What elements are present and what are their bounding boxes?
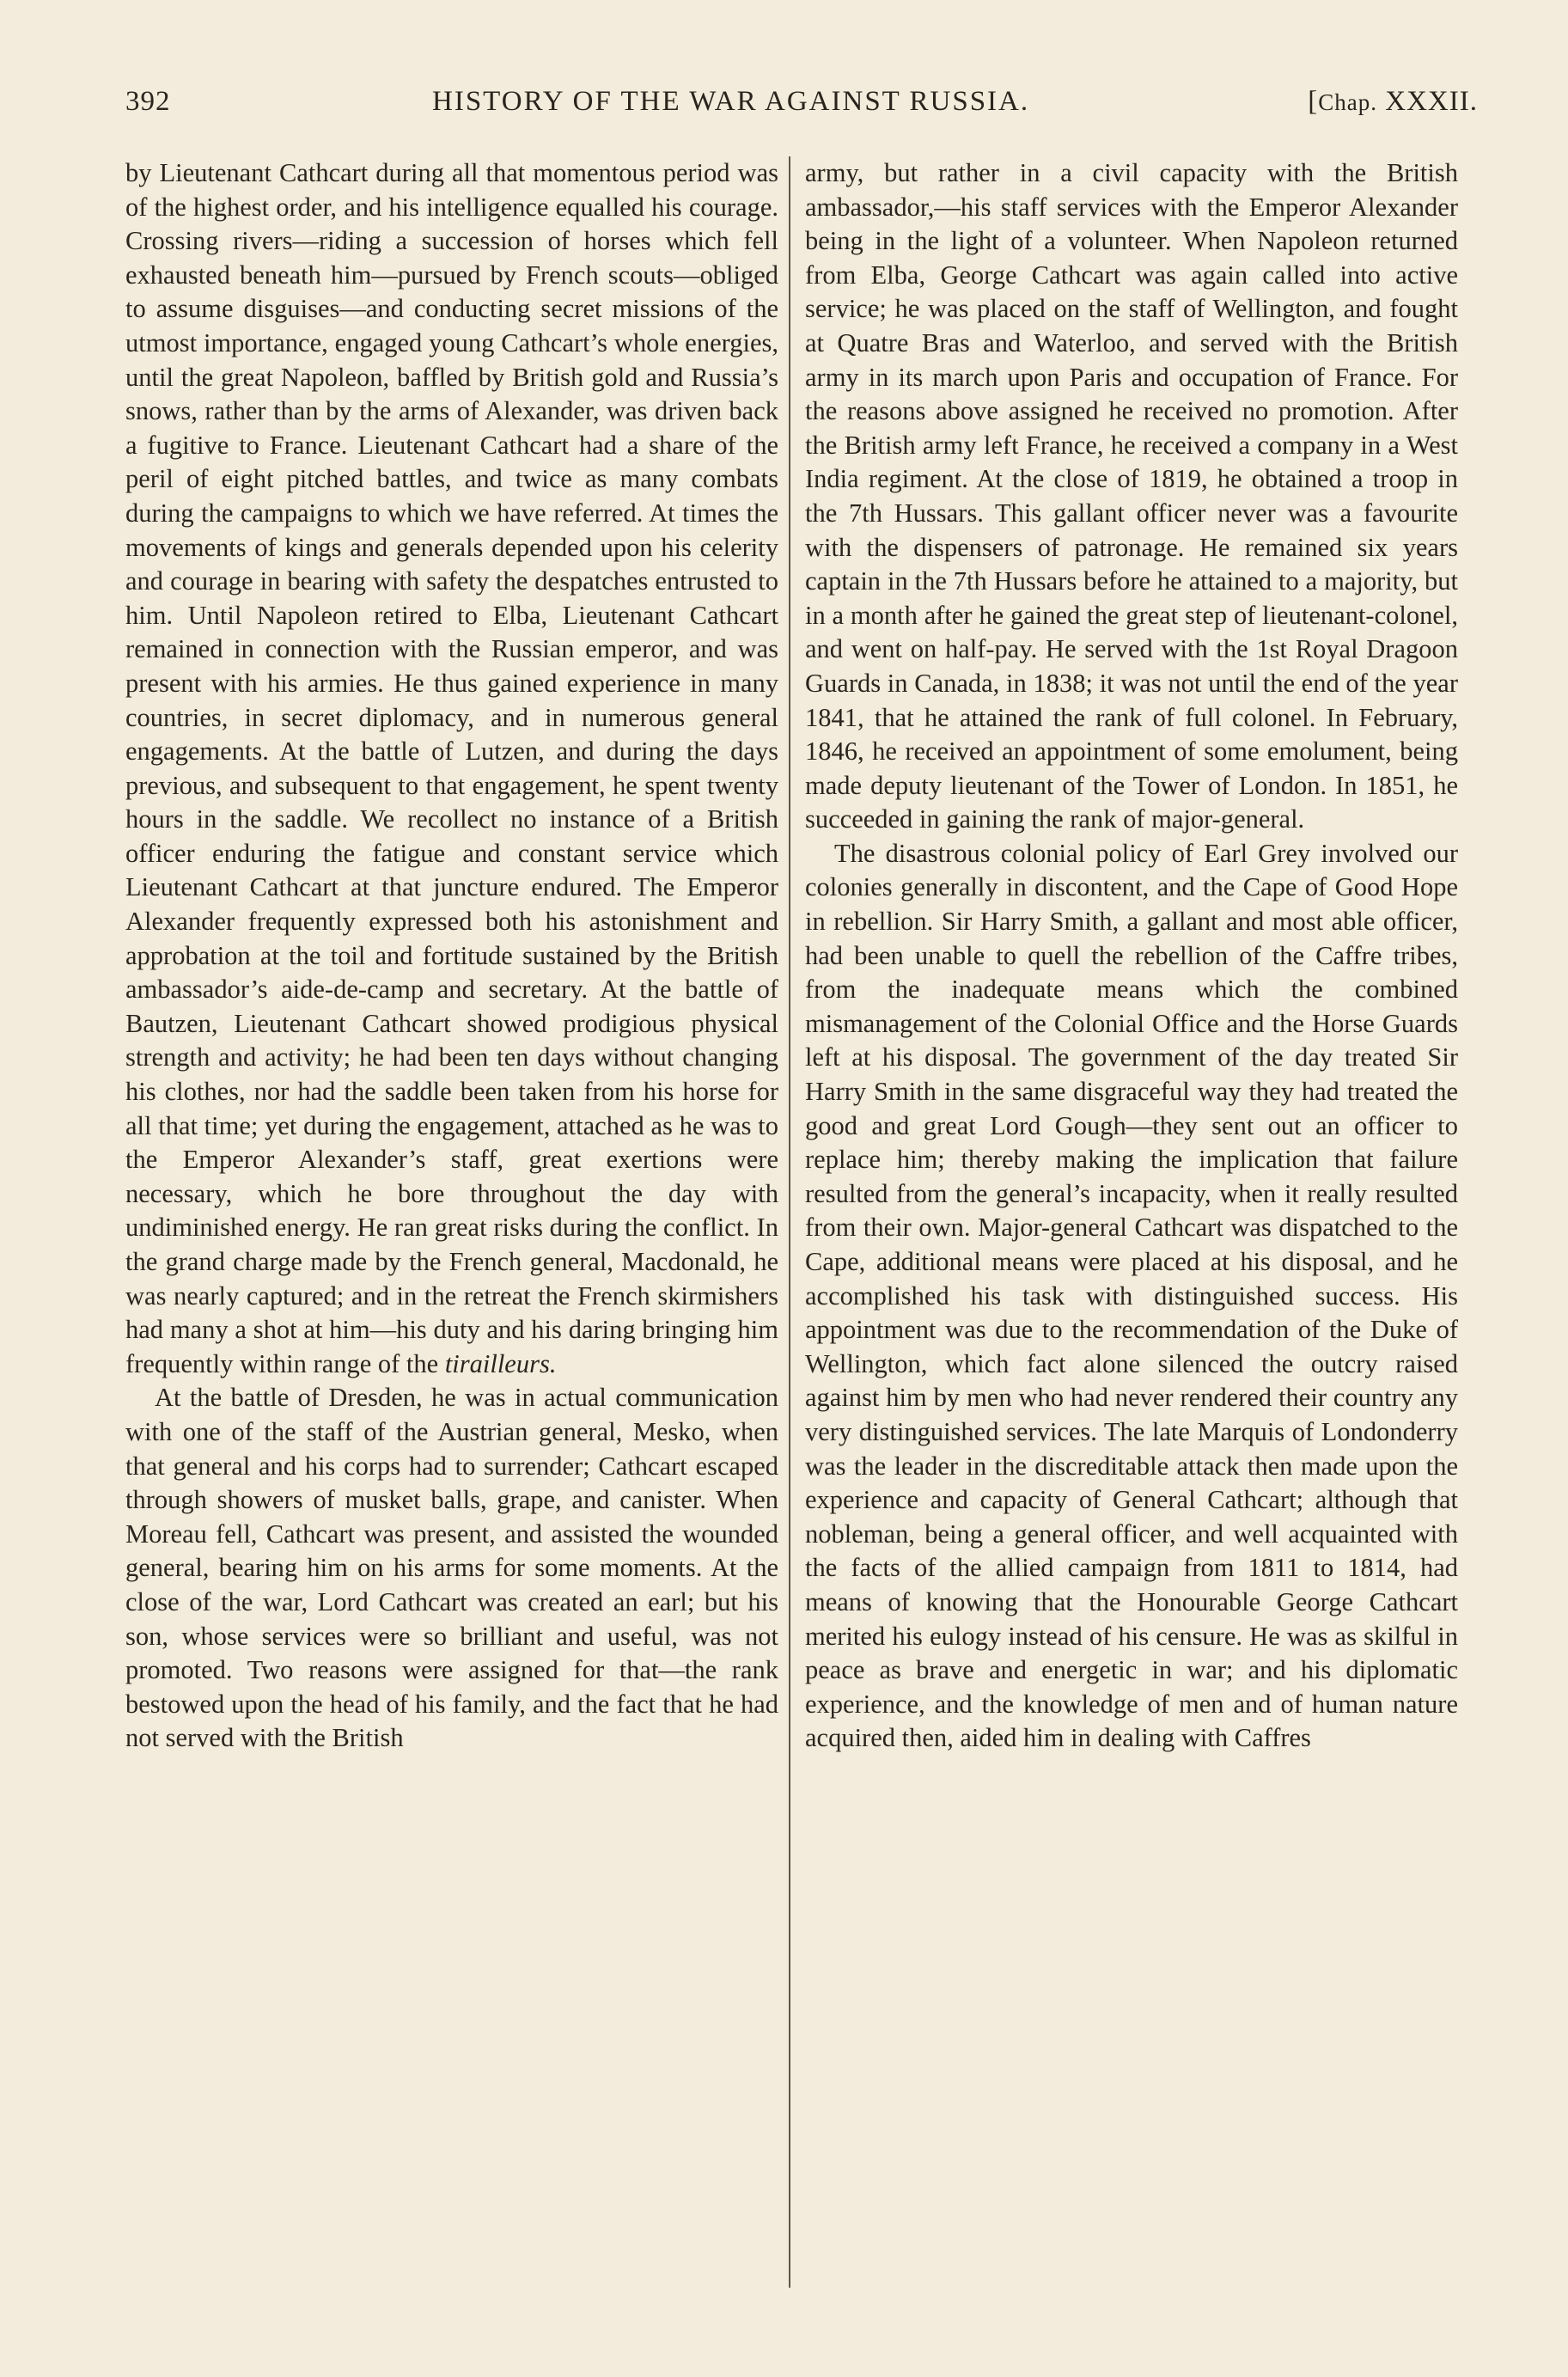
running-title: HISTORY OF THE WAR AGAINST RUSSIA. <box>432 86 1030 117</box>
paragraph: At the battle of Dresden, he was in actual communication with one of the staff of the Austrian general, Mesko, when that general and his corps had to surrender; Cathcart escaped through showers of musket balls, grape, and canister. When Moreau fell, Cathcart was present, and assisted the wounded general, bearing him on his arms for some moments. At the close of the war, Lord Cathcart was created an earl; but his son, whose services were so brilliant and useful, was not promoted. Two reasons were assigned for that—the rank bestowed upon the head of his family, and the fact that he had not served with the British <box>125 1383 778 1753</box>
column-divider <box>789 156 790 2288</box>
chapter-label <box>1308 86 1478 118</box>
chapter-number: XXXII. <box>1385 86 1478 117</box>
paragraph: The disastrous colonial policy of Earl Grey involved our colonies generally in discontent, and the Cape of Good Hope in rebellion. Sir Harry Smith, a gallant and most able officer, had been unable to quell the rebellion of the Caffre tribes, from the inadequate means which the combined mismanagement of the Colonial Office and the Horse Guards left at his disposal. The government of the day treated Sir Harry Smith in the same disgraceful way they had treated the good and great Lord Gough—they sent out an officer to replace him; thereby making the implication that failure resulted from the general’s incapacity, when it really resulted from their own. Major-general Cathcart was dispatched to the Cape, additional means were placed at his disposal, and he accomplished his task with distinguished success. His appointment was due to the recommendation of the Duke of Wellington, which fact alone silenced the outcry raised against him by men who had never rendered their country any very distinguished services. The late Marquis of Londonderry was the leader in the discreditable attack then made upon the experience and capacity of General Cathcart; although that nobleman, being a general officer, and well acquainted with the facts of the allied campaign from 1811 to 1814, had means of knowing that the Honourable George Cathcart merited his eulogy instead of his censure. He was as skilful in peace as brave and energetic in war; and his diplomatic experience, and the knowledge of men and of human nature acquired then, aided him in dealing with Caffres <box>805 838 1458 1753</box>
italic-term: tirailleurs. <box>444 1348 557 1378</box>
paragraph: army, but rather in a civil capacity with the British ambassador,—his staff services with the Emperor Alexander being in the light of a volunteer. When Napoleon returned from Elba, George Cathcart was again called into active service; he was placed on the staff of Wellington, and fought at Quatre Bras and Waterloo, and served with the British army in its march upon Paris and occupation of France. For the reasons above assigned he received no promotion. After the British army left France, he received a company in a West India regiment. At the close of 1819, he obtained a troop in the 7th Hussars. This gallant officer never was a favourite with the dispensers of patronage. He remained six years captain in the 7th Hussars before he attained to a majority, but in a month after he gained the great step of lieutenant-colonel, and went on half-pay. He served with the 1st Royal Dragoon Guards in Canada, in 1838; it was not until the end of the year 1841, that he attained the rank of full colonel. In February, 1846, he received an appointment of some emolument, being made deputy lieutenant of the Tower of London. In 1851, he succeeded in gaining the rank of major-general. <box>805 158 1458 834</box>
right-column <box>805 156 1458 1756</box>
paragraph-text: by Lieutenant Cathcart during all that momentous period was of the highest order, and his intelligence equalled his courage. Crossing rivers—riding a succession of horses which fell exhausted beneath him—pursued by French scouts—obliged to assume disguises—and conducting secret missions of the utmost importance, engaged young Cathcart’s whole energies, until the great Napoleon, baffled by British gold and Russia’s snows, rather than by the arms of Alexander, was driven back a fugitive to France. Lieutenant Cathcart had a share of the peril of eight pitched battles, and twice as many combats during the campaigns to which we have referred. At times the movements of kings and generals depended upon his celerity and courage in bearing with safety the despatches entrusted to him. Until Napoleon retired to Elba, Lieutenant Cathcart remained in connection with the Russian emperor, and was present with his armies. He thus gained experience in many countries, in secret diplomacy, and in numerous general engagements. At the battle of Lutzen, and during the days previous, and subsequent to that engagement, he spent twenty hours in the saddle. We recollect no instance of a British officer enduring the fatigue and constant service which Lieutenant Cathcart at that juncture endured. The Emperor Alexander frequently expressed both his astonishment and approbation at the toil and fortitude sustained by the British ambassador’s aide-de-camp and secretary. At the battle of Bautzen, Lieutenant Cathcart showed prodigious physical strength and activity; he had been ten days without changing his clothes, nor had the saddle been taken from his horse for all that time; yet during the engagement, attached as he was to the Emperor Alexander’s staff, great exertions were necessary, which he bore throughout the day with undiminished energy. He ran great risks during the conflict. In the grand charge made by the French general, Macdonald, he was nearly captured; and in the retreat the French skirmishers had many a shot at him—his duty and his daring bringing him frequently within range of the <box>125 158 778 1378</box>
paragraph <box>125 156 778 1381</box>
page-number: 392 <box>125 86 171 117</box>
left-column <box>125 156 778 1756</box>
chapter-bracket: [ <box>1308 86 1319 117</box>
chapter-word: Chap. <box>1318 89 1378 115</box>
page-header <box>125 86 1478 129</box>
